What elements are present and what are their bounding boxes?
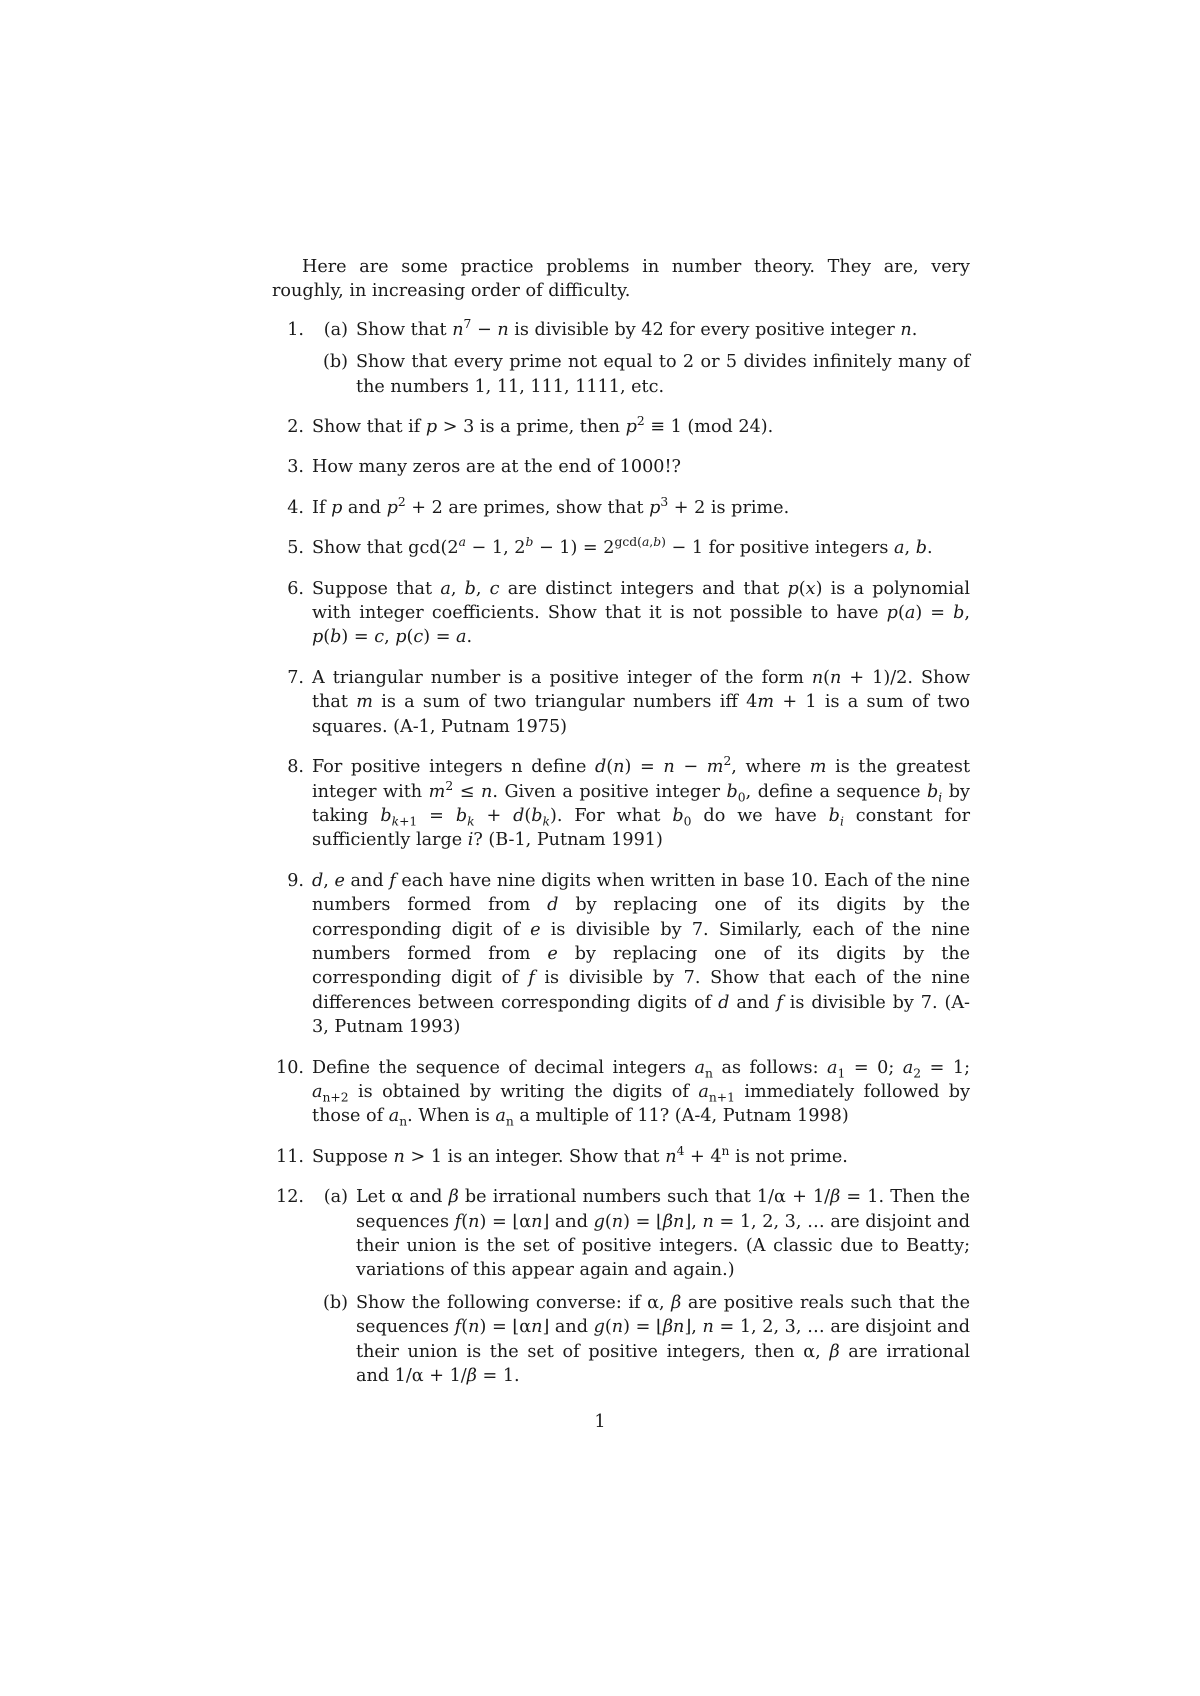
problem-item — [272, 455, 970, 479]
problem-text: d, e and f each have nine digits when written in base 10. Each of the nine numbers formed from d by replacing one of its digits by the corresponding digit of e is divisible by 7. Similarly, each of the nine numbers formed from e by replacing one of its digits by the corresponding digit of f is divisible by 7. Show that each of the nine differences between corresponding digits of d and f is divisible by 7. (A-3, Putnam 1993) — [312, 870, 971, 1038]
problem-text: Show that $\gcd(2^a - 1$, $2^b - 1) = 2^{gcd(a,b)} - 1$ for positive integers a, b. — [312, 535, 933, 559]
part-text: Show that every prime not equal to 2 or 5 divides infinitely many of the numbers 1, 11, 111, 1111, etc. — [356, 352, 970, 397]
problem-text: If p and $p^2 + 2$ are primes, show that $p^3 + 2$ is prime. — [312, 494, 790, 518]
problem-number: 1. — [287, 319, 304, 340]
problem-body — [312, 1185, 970, 1388]
problem-number: 11. — [276, 1146, 304, 1167]
problem-item — [272, 755, 970, 853]
page-number: 1 — [594, 1412, 606, 1432]
part-label: (a) — [323, 1187, 348, 1208]
problem-text: Define the sequence of decimal integers $a_n$ as follows: $a_1 = 0$; $a_2 = 1$; $a_{n+2}$ is obtained by writing the digits of $a_{n+1}$ immediately followed by those of $a_n$. When is $a_n$ a multiple of 11? (A-4, Putnam 1998) — [312, 1057, 971, 1129]
problem-item — [272, 1056, 970, 1129]
problem-number: 2. — [287, 417, 304, 438]
problem-number: 3. — [287, 457, 304, 478]
intro-paragraph: Here are some practice problems in number theory. They are, very roughly, in increasing order of difficulty. — [272, 257, 970, 302]
problem-item — [272, 496, 970, 520]
problem-text: Show that if p > 3 is a prime, then $p^2 \equiv 1$ (mod 24). — [312, 414, 774, 438]
problem-part — [312, 1185, 970, 1283]
problem-item — [272, 666, 970, 739]
problem-number: 7. — [287, 667, 304, 688]
problem-part — [312, 318, 970, 342]
problem-item — [272, 415, 970, 439]
problem-list — [272, 318, 970, 1389]
problem-item — [272, 536, 970, 560]
problem-number: 6. — [287, 578, 304, 599]
problem-item — [272, 1145, 970, 1169]
problem-item — [272, 318, 970, 399]
problem-number: 9. — [287, 870, 304, 891]
problem-text: How many zeros are at the end of 1000!? — [312, 457, 681, 478]
problem-part — [312, 1291, 970, 1389]
problem-number: 10. — [276, 1057, 304, 1078]
problem-item — [272, 1185, 970, 1388]
part-label: (a) — [323, 319, 348, 340]
problem-text: Suppose n > 1 is an integer. Show that $n^4 + 4^n$ is not prime. — [312, 1143, 848, 1167]
problem-number: 4. — [287, 497, 304, 518]
part-text: Let α and β be irrational numbers such that 1/α + 1/β = 1. Then the sequences f(n) = ⌊αn⌋ and g(n) = ⌊βn⌋, n = 1, 2, 3, … are disjoint and their union is the set of positive integers. (A classic due to Beatty; variations of this appear again and again.) — [356, 1187, 970, 1281]
problem-item — [272, 577, 970, 650]
part-label: (b) — [323, 1292, 348, 1313]
problem-number: 5. — [287, 538, 304, 559]
problem-text: For positive integers n define $d(n) = n - m^2$, where m is the greatest integer with $m^2 \le n$. Given a positive integer $b_0$, define a sequence $b_i$ by taking $b_{k+1} = b_k + d(b_k)$. For what $b_0$ do we have $b_i$ constant for sufficiently large i? (B-1, Putnam 1991) — [312, 754, 971, 851]
part-label: (b) — [323, 352, 348, 373]
problem-part — [312, 350, 970, 399]
part-text: Show the following converse: if α, β are positive reals such that the sequences f(n) = ⌊αn⌋ and g(n) = ⌊βn⌋, n = 1, 2, 3, … are disjoint and their union is the set of positive integers, then α, β are irrational and 1/α + 1/β = 1. — [356, 1292, 971, 1387]
problem-item — [272, 869, 970, 1040]
part-text: Show that $n^7 - n$ is divisible by 42 for every positive integer n. — [356, 316, 918, 340]
problem-body — [312, 318, 970, 399]
problem-number: 8. — [287, 757, 304, 778]
problem-text: Suppose that a, b, c are distinct integers and that p(x) is a polynomial with integer coefficients. Show that it is not possible to have p(a) = b, p(b) = c, p(c) = a. — [312, 578, 970, 648]
problem-text: A triangular number is a positive integer of the form n(n + 1)/2. Show that m is a sum of two triangular numbers iff 4m + 1 is a sum of two squares. (A-1, Putnam 1975) — [312, 667, 971, 737]
document-body — [272, 255, 970, 1404]
problem-number: 12. — [276, 1187, 304, 1208]
